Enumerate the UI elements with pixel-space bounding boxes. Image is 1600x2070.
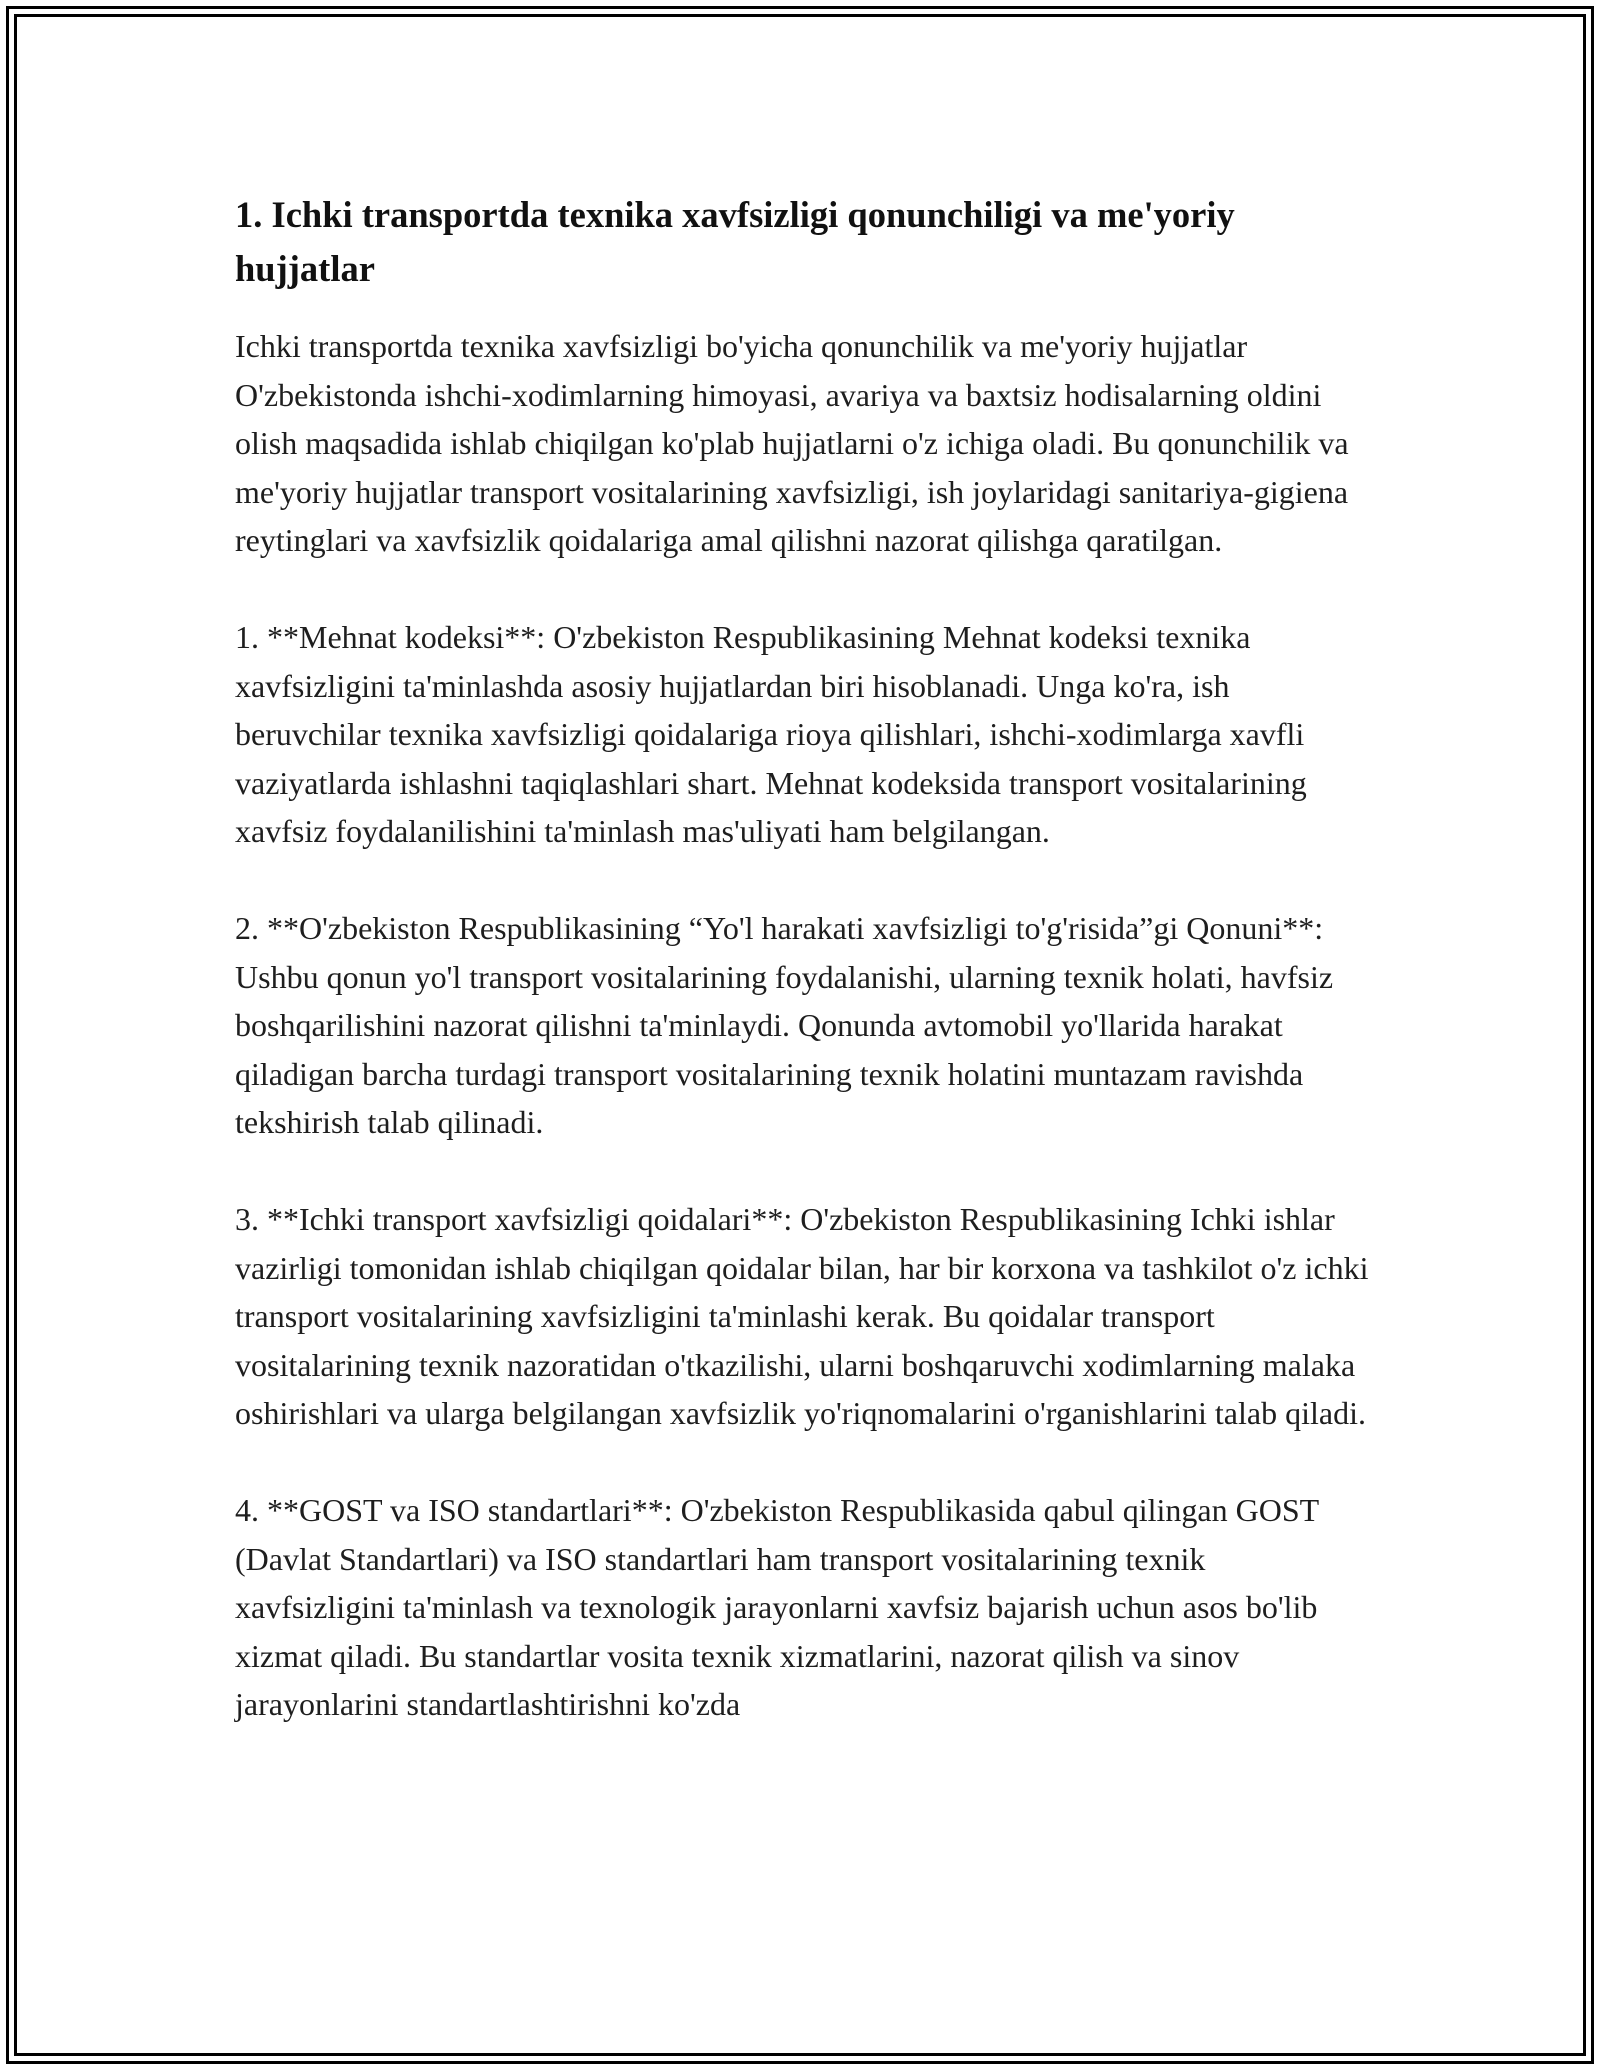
list-item-mehnat-kodeksi: 1. **Mehnat kodeksi**: O'zbekiston Respublikasining Mehnat kodeksi texnika xavfsizligini ta'minlashda asosiy hujjatlardan biri hisoblanadi. Unga ko'ra, ish beruvchilar texnika xavfsizligi qoidalariga rioya qilishlari, ishchi-xodimlarga xavfli vaziyatlarda ishlashni taqiqlashlari shart. Mehnat kodeksida transport vositalarining xavfsiz foydalanilishini ta'minlash mas'uliyati ham belgilangan. (235, 619, 1307, 849)
document-body (235, 188, 1370, 1777)
list-item-yol-harakati-qonuni: 2. **O'zbekiston Respublikasining “Yo'l harakati xavfsizligi to'g'risida”gi Qonuni**: Ushbu qonun yo'l transport vositalarining foydalanishi, ularning texnik holati, havfsiz boshqarilishini nazorat qilishni ta'minlaydi. Qonunda avtomobil yo'llarida harakat qiladigan barcha turdagi transport vositalarining texnik holatini muntazam ravishda tekshirish talab qilinadi. (235, 910, 1334, 1140)
list-item-ichki-transport-qoidalari: 3. **Ichki transport xavfsizligi qoidalari**: O'zbekiston Respublikasining Ichki ishlar vazirligi tomonidan ishlab chiqilgan qoidalar bilan, har bir korxona va tashkilot o'z ichki transport vositalarining xavfsizligini ta'minlashi kerak. Bu qoidalar transport vositalarining texnik nazoratidan o'tkazilishi, ularni boshqaruvchi xodimlarning malaka oshirishlari va ularga belgilangan xavfsizlik yo'riqnomalarini o'rganishlarini talab qiladi. (235, 1201, 1369, 1431)
intro-paragraph: Ichki transportda texnika xavfsizligi bo'yicha qonunchilik va me'yoriy hujjatlar O'zbekistonda ishchi-xodimlarning himoyasi, avariya va baxtsiz hodisalarning oldini olish maqsadida ishlab chiqilgan ko'plab hujjatlarni o'z ichiga oladi. Bu qonunchilik va me'yoriy hujjatlar transport vositalarining xavfsizligi, ish joylaridagi sanitariya-gigiena reytinglari va xavfsizlik qoidalariga amal qilishni nazorat qilishga qaratilgan. (235, 328, 1349, 558)
document-title: 1. Ichki transportda texnika xavfsizligi qonunchiligi va me'yoriy hujjatlar (235, 194, 1235, 289)
list-item-gost-iso-standartlari: 4. **GOST va ISO standartlari**: O'zbekiston Respublikasida qabul qilingan GOST (Davlat Standartlari) va ISO standartlari ham transport vositalarining texnik xavfsizligini ta'minlash va texnologik jarayonlarni xavfsiz bajarish uchun asos bo'lib xizmat qiladi. Bu standartlar vosita texnik xizmatlarini, nazorat qilish va sinov jarayonlarini standartlashtirishni ko'zda (235, 1492, 1319, 1722)
